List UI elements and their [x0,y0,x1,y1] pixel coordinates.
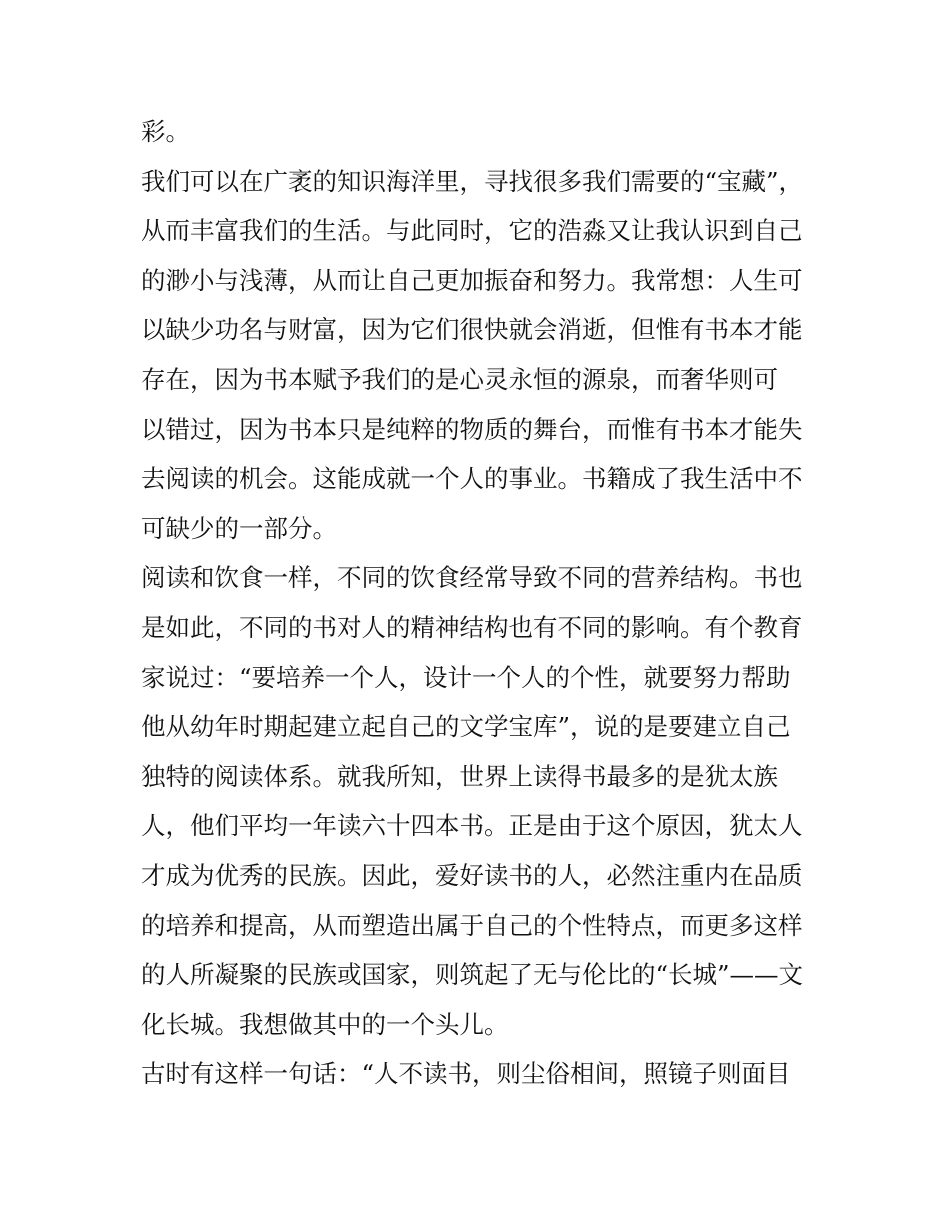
text-line: 化长城。我想做其中的一个头儿。 [141,1009,509,1039]
text-line: 他从幼年时期起建立起自己的文学宝库”，说的是要建立自己 [141,712,791,742]
text-line: 以缺少功名与财富，因为它们很快就会消逝，但惟有书本才能 [141,315,803,345]
text-line: 存在，因为书本赋予我们的是心灵永恒的源泉，而奢华则可 [141,364,778,394]
text-line: 彩。 [141,117,190,146]
text-line: 是如此，不同的书对人的精神结构也有不同的影响。有个教育 [141,612,803,642]
text-line: 以错过，因为书本只是纯粹的物质的舞台，而惟有书本才能失 [141,414,803,444]
text-line: 古时有这样一句话：“人不读书，则尘俗相间，照镜子则面目 [141,1059,791,1089]
text-line: 我们可以在广袤的知识海洋里，寻找很多我们需要的“宝藏”， [141,166,804,196]
text-line: 可缺少的一部分。 [141,513,337,543]
text-line: 才成为优秀的民族。因此，爱好读书的人，必然注重内在品质 [141,860,803,890]
text-line: 的人所凝聚的民族或国家，则筑起了无与伦比的“长城”——文 [141,960,804,990]
body-text [141,107,816,1099]
text-line: 的培养和提高，从而塑造出属于自己的个性特点，而更多这样 [141,910,803,940]
text-line: 人，他们平均一年读六十四本书。正是由于这个原因，犹太人 [141,811,803,841]
text-line: 从而丰富我们的生活。与此同时，它的浩淼又让我认识到自己 [141,216,803,246]
text-line: 家说过：“要培养一个人，设计一个人的个性，就要努力帮助 [141,662,791,692]
text-line: 去阅读的机会。这能成就一个人的事业。书籍成了我生活中不 [141,464,803,494]
text-line: 阅读和饮食一样，不同的饮食经常导致不同的营养结构。书也 [141,563,803,593]
text-line: 的渺小与浅薄，从而让自己更加振奋和努力。我常想：人生可 [141,265,803,295]
text-line: 独特的阅读体系。就我所知，世界上读得书最多的是犹太族 [141,761,778,791]
